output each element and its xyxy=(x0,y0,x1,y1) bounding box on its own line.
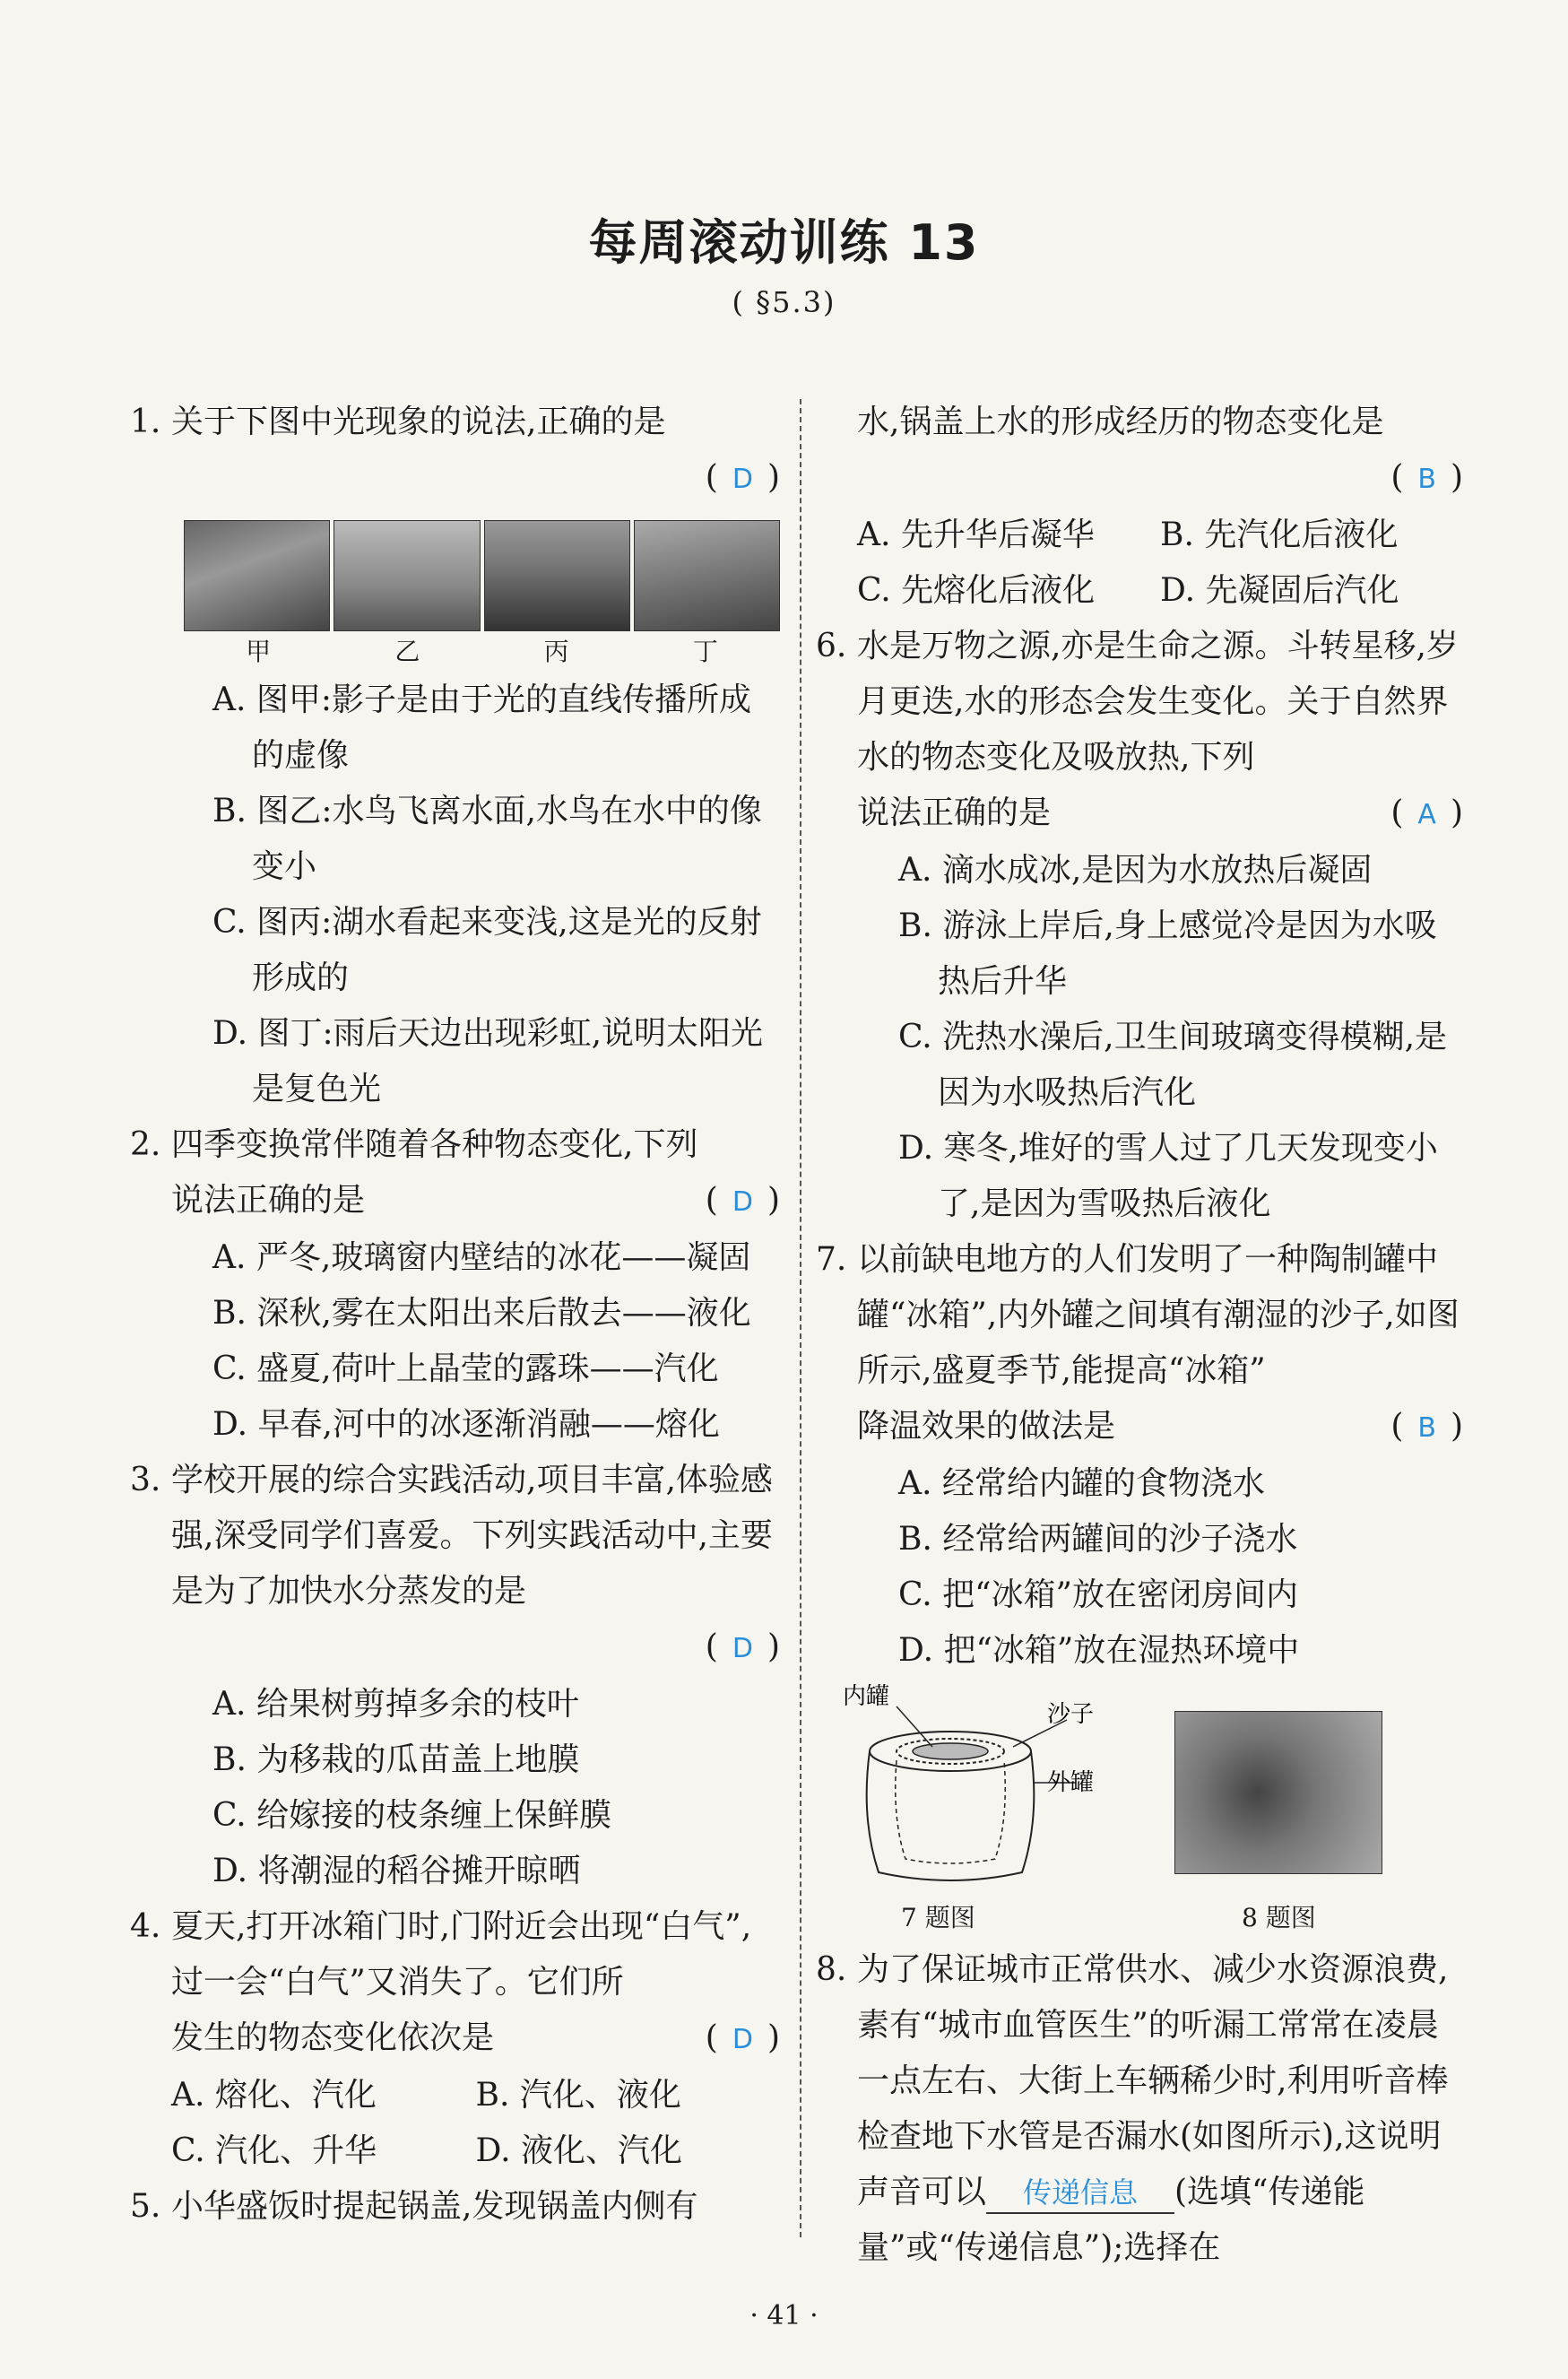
question-stem: 四季变换常伴随着各种物态变化,下列 xyxy=(171,1126,698,1163)
question-stem: 以前缺电地方的人们发明了一种陶制罐中罐“冰箱”,内外罐之间填有潮湿的沙子,如图所示,盛夏季节,能提高“冰箱” xyxy=(857,1241,1460,1389)
option-d: D. 把“冰箱”放在湿热环境中 xyxy=(898,1632,1300,1669)
option-c: C. 先熔化后液化 xyxy=(857,572,1096,609)
options-row xyxy=(816,508,1463,563)
question-stem: 夏天,打开冰箱门时,门附近会出现“白气”,过一会“白气”又消失了。它们所 xyxy=(171,1908,752,2001)
option-a: A. 熔化、汽化 xyxy=(171,2077,377,2114)
question-stem-cont: 说法正确的是 xyxy=(171,1182,366,1219)
option-b: B. 图乙:水鸟飞离水面,水鸟在水中的像变小 xyxy=(212,793,762,885)
figure-caption: 乙 xyxy=(394,637,420,666)
clay-pot-diagram xyxy=(843,1684,1112,1890)
leak-listener-photo xyxy=(1174,1711,1382,1874)
page-number: · 41 · xyxy=(749,2300,819,2331)
left-column xyxy=(130,395,780,2235)
options-row xyxy=(130,2068,780,2123)
label-sand: 沙子 xyxy=(1047,1701,1095,1728)
option-b: B. 先汽化后液化 xyxy=(1160,517,1399,553)
question-stem-cont: 说法正确的是 xyxy=(857,794,1052,831)
option-a: A. 给果树剪掉多余的枝叶 xyxy=(212,1686,579,1723)
lake-sign-photo xyxy=(484,520,630,631)
question-stem: 学校开展的综合实践活动,项目丰富,体验感强,深受同学们喜爱。下列实践活动中,主要是为了加快水分蒸发的是 xyxy=(171,1462,773,1610)
answer-letter: B xyxy=(1417,464,1436,495)
question-4 xyxy=(130,1899,780,2068)
figure-caption: 甲 xyxy=(246,637,272,666)
question-stem-cont: 降温效果的做法是 xyxy=(857,1408,1116,1445)
column-divider xyxy=(800,399,801,2237)
question-1 xyxy=(130,395,780,508)
question-6 xyxy=(816,619,1463,843)
q1-figures xyxy=(184,520,780,631)
q1-figure-captions xyxy=(184,631,780,673)
option-c: C. 洗热水澡后,卫生间玻璃变得模糊,是因为水吸热后汽化 xyxy=(898,1019,1448,1111)
figure-caption: 丙 xyxy=(543,637,569,666)
question-8 xyxy=(816,1942,1463,2276)
option-c: C. 图丙:湖水看起来变浅,这是光的反射形成的 xyxy=(212,904,762,996)
question-2 xyxy=(130,1117,780,1230)
question-stem-text: (选填“传递能量”或“传递信息”);选择在 xyxy=(857,2174,1365,2266)
question-5 xyxy=(130,2179,780,2235)
answer-letter: A xyxy=(1417,799,1436,830)
option-c: C. 汽化、升华 xyxy=(171,2132,377,2169)
question-stem-cont: 水,锅盖上水的形成经历的物态变化是 xyxy=(857,404,1384,440)
option-d: D. 早春,河中的冰逐渐消融——熔化 xyxy=(212,1406,720,1443)
rainbow-photo xyxy=(634,520,780,631)
option-a: A. 滴水成冰,是因为水放热后凝固 xyxy=(898,852,1373,889)
figures-7-8 xyxy=(816,1684,1463,1932)
option-c: C. 盛夏,荷叶上晶莹的露珠——汽化 xyxy=(212,1350,719,1387)
option-d: D. 液化、汽化 xyxy=(475,2132,682,2169)
question-stem xyxy=(857,1942,1463,2276)
question-7 xyxy=(816,1232,1463,1456)
fill-blank-answer: 传递信息 xyxy=(986,2173,1174,2214)
question-number: 6. xyxy=(816,628,847,664)
question-stem: 小华盛饭时提起锅盖,发现锅盖内侧有 xyxy=(171,2188,698,2225)
label-outer-pot: 外罐 xyxy=(1047,1769,1095,1796)
question-3 xyxy=(130,1453,780,1677)
option-b: B. 经常给两罐间的沙子浇水 xyxy=(898,1521,1298,1558)
option-b: B. 为移栽的瓜苗盖上地膜 xyxy=(212,1741,580,1778)
answer-bracket: ( D ) xyxy=(705,459,780,496)
figure-caption: 丁 xyxy=(692,637,718,666)
answer-letter: D xyxy=(732,2024,753,2055)
answer-letter: D xyxy=(732,464,753,495)
option-b: B. 深秋,雾在太阳出来后散去——液化 xyxy=(212,1295,751,1332)
question-number: 3. xyxy=(130,1462,161,1498)
right-column xyxy=(816,395,1463,2276)
options-row xyxy=(816,563,1463,619)
answer-bracket: ( D ) xyxy=(705,1182,780,1219)
question-number: 7. xyxy=(816,1241,847,1278)
question-5-cont xyxy=(816,395,1463,508)
answer-bracket: ( B ) xyxy=(1390,459,1463,496)
answer-bracket: ( B ) xyxy=(1390,1408,1463,1445)
options-row xyxy=(130,2123,780,2179)
question-stem: 水是万物之源,亦是生命之源。斗转星移,岁月更迭,水的形态会发生变化。关于自然界水的物态变化及吸放热,下列 xyxy=(857,628,1459,776)
waterbird-photo xyxy=(334,520,480,631)
answer-letter: D xyxy=(732,1186,753,1218)
question-number: 8. xyxy=(816,1951,847,1988)
option-d: D. 先凝固后汽化 xyxy=(1160,572,1399,609)
answer-bracket: ( D ) xyxy=(705,1628,780,1665)
option-a: A. 经常给内罐的食物浇水 xyxy=(898,1465,1265,1502)
question-stem: 关于下图中光现象的说法,正确的是 xyxy=(171,404,666,440)
option-c: C. 把“冰箱”放在密闭房间内 xyxy=(898,1576,1298,1613)
answer-letter: B xyxy=(1417,1412,1436,1444)
option-c: C. 给嫁接的枝条缠上保鲜膜 xyxy=(212,1797,612,1834)
option-b: B. 游泳上岸后,身上感觉冷是因为水吸热后升华 xyxy=(898,907,1437,1000)
question-number: 5. xyxy=(130,2188,161,2225)
option-d: D. 寒冬,堆好的雪人过了几天发现变小了,是因为雪吸热后液化 xyxy=(898,1130,1438,1222)
figure-caption-8: 8 题图 xyxy=(1242,1903,1316,1932)
option-d: D. 将潮湿的稻谷摊开晾晒 xyxy=(212,1853,581,1889)
option-a: A. 图甲:影子是由于光的直线传播所成的虚像 xyxy=(212,682,752,774)
option-a: A. 严冬,玻璃窗内壁结的冰花——凝固 xyxy=(212,1239,751,1276)
question-number: 1. xyxy=(130,404,161,440)
question-number: 2. xyxy=(130,1126,161,1163)
answer-bracket: ( A ) xyxy=(1390,794,1463,831)
dog-shadow-photo xyxy=(184,520,330,631)
question-number: 4. xyxy=(130,1908,161,1945)
option-a: A. 先升华后凝华 xyxy=(857,517,1095,553)
question-stem-text: 为了保证城市正常供水、减少水资源浪费,素有“城市血管医生”的听漏工常常在凌晨一点左右、大街上车辆稀少时,利用听音棒检查地下水管是否漏水(如图所示),这说明声音可以 xyxy=(857,1951,1449,2210)
figure-caption-7: 7 题图 xyxy=(901,1903,975,1932)
label-inner-pot: 内罐 xyxy=(843,1684,890,1710)
answer-bracket: ( D ) xyxy=(705,2019,780,2056)
option-b: B. 汽化、液化 xyxy=(475,2077,681,2114)
page-title: 每周滚动训练 13 xyxy=(588,214,980,271)
option-d: D. 图丁:雨后天边出现彩虹,说明太阳光是复色光 xyxy=(212,1015,764,1107)
question-stem-cont: 发生的物态变化依次是 xyxy=(171,2019,495,2056)
page-subtitle: ( §5.3) xyxy=(732,285,836,319)
answer-letter: D xyxy=(732,1633,753,1664)
